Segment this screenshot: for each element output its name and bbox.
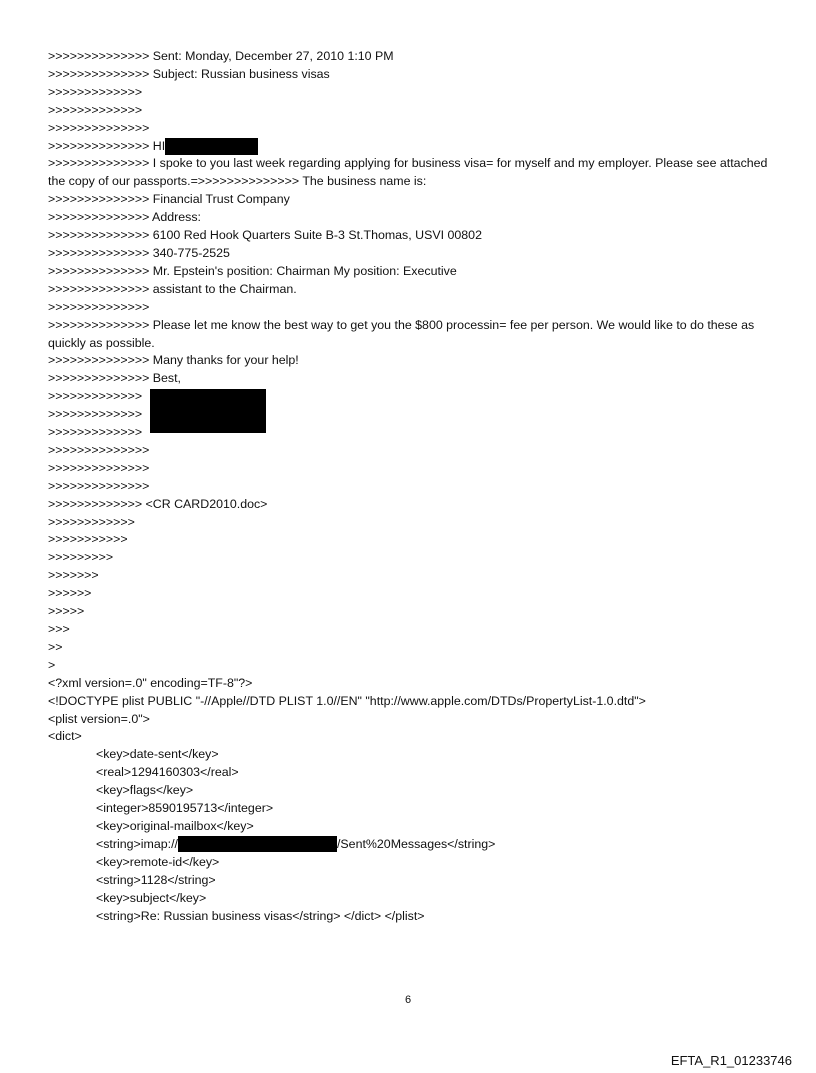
email-line: >>>>>>>>>>>>>> assistant to the Chairman. <box>48 281 297 296</box>
email-line: >>>>>>> <box>48 568 99 583</box>
redaction-block <box>178 836 337 852</box>
email-line: >>>>>>>>>>>>>> <box>48 120 150 135</box>
email-line: >>>>>>>>>>>>>> <box>48 442 150 457</box>
email-line: >>>>>>>>>>>>>> Many thanks for your help! <box>48 353 299 368</box>
document-body <box>48 48 778 925</box>
email-line: >>>>>>>>>>>>>> Best, <box>48 371 181 386</box>
plist-entry: <key>remote-id</key> <box>96 854 220 869</box>
email-line: >>>>>>>>>>> <box>48 532 128 547</box>
email-line: >>>>>>>>>>>>>> <box>48 478 150 493</box>
redaction-block <box>150 389 266 433</box>
greeting-line <box>48 138 778 156</box>
email-line: >>>>>>>>> <box>48 550 114 565</box>
email-line: >>>>>>>>>>>>>> Financial Trust Company <box>48 192 290 207</box>
email-line: >>>>>>>>>>>>> <box>48 389 143 404</box>
email-line: >> <box>48 639 63 654</box>
page-number: 6 <box>404 994 412 1006</box>
plist-entry: <key>flags</key> <box>96 783 194 798</box>
email-paragraph: >>>>>>>>>>>>>> I spoke to you last week regarding applying for business visa= for myself and my employer. Please see attached the copy of our passports.=>>>>>>>>>>>>>> The business name is: <box>48 156 768 189</box>
email-line: >>>>>>>>>>>>>> Sent: Monday, December 27, 2010 1:10 PM <box>48 49 394 63</box>
mailbox-prefix: <string>imap:// <box>96 836 178 851</box>
plist-entry: <real>1294160303</real> <box>96 765 239 780</box>
email-line: >>>>>>>>>>>>> <box>48 407 143 422</box>
plist-entry: <key>original-mailbox</key> <box>96 818 254 833</box>
plist-xml-declaration: <?xml version=.0" encoding=TF-8"?> <box>48 675 253 690</box>
email-line: >>>>>>>>>>>>>> 340-775-2525 <box>48 245 230 260</box>
email-line: >>>>> <box>48 604 85 619</box>
email-line: >>>>>>>>>>>>>> Subject: Russian business visas <box>48 66 330 81</box>
email-line: >>>>>>>>>>>>>> <box>48 299 150 314</box>
email-line: >>>>>> <box>48 586 92 601</box>
email-line: >>>>>>>>>>>>> <box>48 102 143 117</box>
email-line: >>>>>>>>>>>>>> 6100 Red Hook Quarters Suite B-3 St.Thomas, USVI 00802 <box>48 228 482 243</box>
email-line: >>> <box>48 622 70 636</box>
email-paragraph: >>>>>>>>>>>>>> Please let me know the best way to get you the $800 processin= fee per person. We would like to do these as quickly as possible. <box>48 317 755 350</box>
email-line: >>>>>>>>>>>>> <box>48 84 143 99</box>
attachment-line: >>>>>>>>>>>>> <CR CARD2010.doc> <box>48 496 268 511</box>
plist-entry: <key>date-sent</key> <box>96 747 219 762</box>
plist-entry: <integer>8590195713</integer> <box>96 801 274 816</box>
email-line: >>>>>>>>>>>> <box>48 514 135 529</box>
dict-open-tag: <dict> <box>48 729 82 744</box>
bates-number: EFTA_R1_01233746 <box>670 1053 792 1068</box>
mailbox-line <box>48 836 778 854</box>
plist-entry: <string>1128</string> <box>96 872 216 887</box>
greeting-text: >>>>>>>>>>>>>> HI <box>48 138 166 153</box>
plist-open-tag: <plist version=.0"> <box>48 711 150 726</box>
email-line: >>>>>>>>>>>>> <box>48 425 143 440</box>
email-line: >>>>>>>>>>>>>> Address: <box>48 210 201 225</box>
redaction-block <box>165 138 258 155</box>
plist-doctype: <!DOCTYPE plist PUBLIC "-//Apple//DTD PLIST 1.0//EN" "http://www.apple.com/DTDs/PropertyList-1.0.dtd"> <box>48 693 646 708</box>
email-line: > <box>48 657 56 672</box>
email-line: >>>>>>>>>>>>>> Mr. Epstein's position: Chairman My position: Executive <box>48 263 457 278</box>
mailbox-suffix: /Sent%20Messages</string> <box>336 836 496 851</box>
plist-entry: <string>Re: Russian business visas</string> </dict> </plist> <box>96 908 425 923</box>
email-line: >>>>>>>>>>>>>> <box>48 460 150 475</box>
plist-entry: <key>subject</key> <box>96 890 207 905</box>
